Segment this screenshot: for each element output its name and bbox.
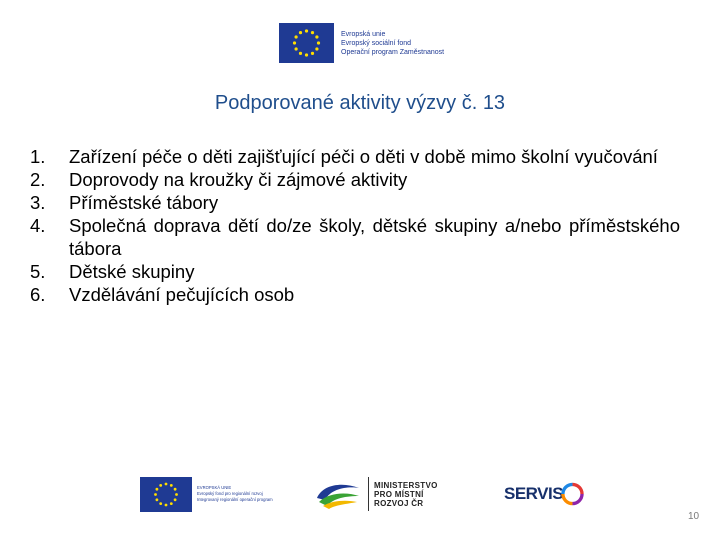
item-number: 3. bbox=[30, 192, 46, 213]
page-number: 10 bbox=[688, 511, 700, 522]
list-item bbox=[30, 191, 680, 214]
logo-line: Evropský sociální fond bbox=[341, 39, 412, 47]
logo-line: PRO MÍSTNÍ bbox=[374, 489, 424, 499]
list-item bbox=[30, 214, 680, 260]
logo-line: Evropská unie bbox=[341, 30, 386, 38]
mmr-logo bbox=[313, 474, 443, 514]
item-number: 6. bbox=[30, 284, 46, 305]
activities-list bbox=[30, 145, 680, 306]
logo-line: EVROPSKÁ UNIE bbox=[197, 485, 232, 490]
logo-line: MINISTERSTVO bbox=[374, 480, 438, 490]
logo-line: ROZVOJ ČR bbox=[374, 498, 424, 508]
servis-logo-text: SERVIS bbox=[504, 484, 564, 503]
item-number: 4. bbox=[30, 215, 46, 236]
item-number: 2. bbox=[30, 169, 46, 190]
item-number: 1. bbox=[30, 146, 46, 167]
list-item bbox=[30, 260, 680, 283]
eu-flag-icon bbox=[140, 477, 192, 512]
list-item bbox=[30, 168, 680, 191]
servis-logo bbox=[504, 476, 584, 512]
item-number: 5. bbox=[30, 261, 46, 282]
item-text: Zařízení péče o děti zajišťující péči o děti v době mimo školní vyučování bbox=[69, 146, 658, 167]
logo-line: Integrovaný regionální operační program bbox=[197, 497, 273, 502]
mmr-emblem-icon bbox=[313, 478, 363, 510]
item-text: Dětské skupiny bbox=[69, 261, 195, 282]
slide-title: Podporované aktivity výzvy č. 13 bbox=[214, 92, 506, 114]
list-item bbox=[30, 145, 680, 168]
mmr-logo-text bbox=[374, 481, 438, 508]
list-item bbox=[30, 283, 680, 306]
eu-flag-icon bbox=[279, 23, 334, 63]
eu-erdf-logo-text bbox=[197, 485, 273, 503]
item-text: Doprovody na kroužky či zájmové aktivity bbox=[69, 169, 408, 190]
item-text: Společná doprava dětí do/ze školy, dětské skupiny a/nebo příměstského tábora bbox=[69, 215, 680, 259]
servis-ring-icon bbox=[561, 482, 584, 506]
eu-esf-logo bbox=[279, 22, 469, 64]
item-text: Příměstské tábory bbox=[69, 192, 219, 213]
logo-line: Operační program Zaměstnanost bbox=[341, 48, 445, 56]
eu-esf-logo-text bbox=[341, 30, 444, 57]
logo-line: Evropský fond pro regionální rozvoj bbox=[197, 491, 263, 496]
logo-divider bbox=[368, 477, 369, 511]
item-text: Vzdělávání pečujících osob bbox=[69, 284, 295, 305]
eu-erdf-logo bbox=[140, 476, 300, 512]
